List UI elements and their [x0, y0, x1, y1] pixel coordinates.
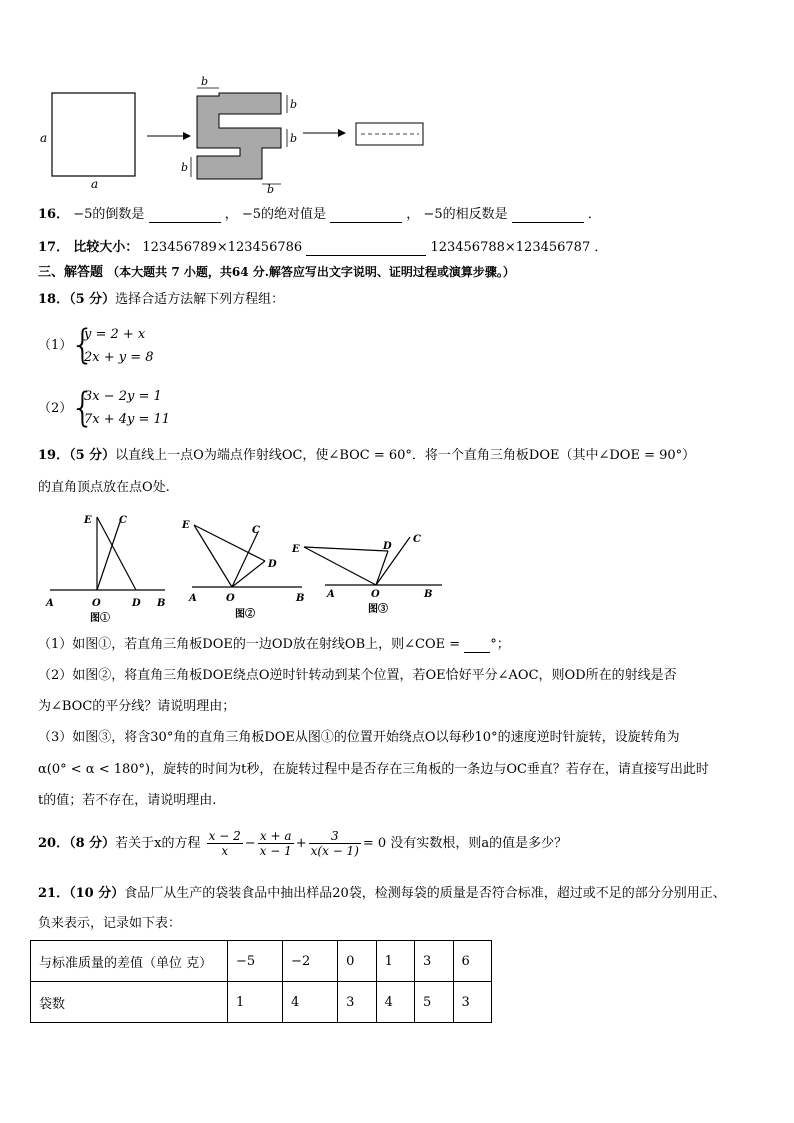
fig2-OC — [232, 532, 258, 587]
q17-end: ． — [594, 240, 608, 255]
q17-number: 17． — [38, 240, 70, 255]
table-cell: 1 — [376, 941, 414, 982]
table-row — [31, 982, 492, 1023]
q17-lhs: 123456789×123456786 — [142, 240, 303, 255]
q19-sub2-line1: （2）如图②，将直角三角板DOE绕点O逆时针转动到某个位置，若OE恰好平分∠AOC，则OD所在的射线是否 — [38, 668, 677, 683]
q20-fraction-3 — [309, 829, 361, 858]
q18-score: （5 分） — [69, 292, 116, 307]
square — [52, 93, 135, 176]
q20-f1-den: x — [221, 844, 229, 858]
strip-label-2: b — [290, 98, 298, 111]
q17-prefix: 比较大小： — [73, 240, 139, 255]
table-cell: 3 — [453, 982, 492, 1023]
q19-sub1-end: °； — [490, 637, 510, 652]
q20-text2: 没有实数根，则a的值是多少？ — [390, 836, 568, 851]
q16-number: 16． — [38, 207, 70, 222]
question-19-line1 — [38, 448, 695, 464]
square-side-label: a — [40, 131, 48, 145]
fig3-OE — [304, 547, 376, 585]
q19-number: 19． — [38, 448, 70, 463]
fig1-caption: 图① — [90, 613, 110, 624]
section-3-desc: （本大题共 7 小题，共64 分.解答应写出文字说明、证明过程或演算步骤。） — [107, 265, 515, 279]
q16-part3: −5的绝对值是 — [241, 207, 327, 222]
fig3-ED — [304, 547, 388, 551]
table-row2-header: 袋数 — [31, 982, 228, 1023]
fig2-label-C: C — [252, 525, 260, 536]
q20-f2-den: x − 1 — [259, 844, 292, 858]
question-20 — [38, 826, 567, 862]
fig3-label-O: O — [371, 589, 380, 600]
q20-eq0: = 0 — [362, 836, 387, 851]
figure-3 — [291, 534, 442, 615]
fig2-label-B: B — [296, 593, 305, 604]
q20-f1-num: x − 2 — [208, 829, 241, 843]
section-3-heading — [38, 264, 515, 281]
q18-sub2-eq1: 3x − 2y = 1 — [84, 389, 162, 404]
q18-sub2-brace: { — [70, 385, 96, 431]
q16-part5: −5的相反数是 — [423, 207, 508, 222]
arrow-2-head — [338, 129, 346, 137]
q19-sub3-line2: α(0° < α < 180°)，旋转的时间为t秒，在旋转过程中是否存在三角板的一条边与OC垂直？若存在，请直接写出此时 — [38, 762, 709, 777]
fig2-label-A: A — [189, 593, 197, 604]
q21-score: （10 分） — [69, 886, 125, 901]
top-figure — [35, 76, 435, 194]
q19-sub1-text: （1）如图①，若直角三角板DOE的一边OD放在射线OB上，则∠COE = — [38, 637, 461, 652]
q20-fraction-1 — [207, 829, 243, 858]
q20-number: 20． — [38, 836, 70, 851]
q17-blank[interactable] — [306, 241, 426, 256]
q20-f3-num: 3 — [309, 829, 361, 844]
q18-sub1-label: （1） — [38, 338, 73, 353]
q19-line1: 以直线上一点O为端点作射线OC，使∠BOC = 60°．将一个直角三角板DOE（其中∠DOE = 90°） — [115, 448, 696, 463]
table-cell: 5 — [415, 982, 453, 1023]
q19-score: （5 分） — [69, 448, 116, 463]
fig1-label-O: O — [92, 598, 101, 609]
q19-sub2-line2: 为∠BOC的平分线？请说明理由； — [38, 699, 236, 714]
strip-label-3: b — [290, 132, 298, 145]
q18-sub1-eq2: 2x + y = 8 — [84, 350, 154, 365]
table-row — [31, 941, 492, 982]
table-cell: 6 — [453, 941, 492, 982]
fig3-label-B: B — [424, 589, 433, 600]
fig2-label-E: E — [182, 520, 190, 531]
q18-sub1-brace: { — [70, 322, 96, 368]
q19-sub1 — [38, 637, 510, 653]
fig3-label-C: C — [413, 534, 421, 545]
table-cell: −2 — [283, 941, 338, 982]
fig1-ED — [97, 517, 136, 590]
s-shape — [197, 93, 281, 179]
fig2-label-D: D — [268, 559, 277, 570]
fig3-OD — [376, 551, 388, 585]
q19-sub3-line1: （3）如图③，将含30°角的直角三角板DOE从图①的位置开始绕点O以每秒10°的速度逆时针旋转，设旋转角为 — [38, 730, 680, 745]
q20-fraction-2 — [258, 829, 294, 858]
fig3-label-D: D — [383, 541, 392, 552]
q19-sub1-blank[interactable] — [464, 638, 490, 653]
q19-figures — [40, 505, 460, 625]
question-16 — [38, 207, 601, 223]
fig1-label-E: E — [84, 515, 92, 526]
q21-table — [30, 940, 492, 1023]
fig3-OC — [376, 537, 410, 585]
fig1-label-C: C — [119, 515, 127, 526]
q16-blank-3[interactable] — [512, 208, 584, 223]
table-cell: 0 — [338, 941, 376, 982]
fig3-label-E: E — [292, 544, 300, 555]
strip-label-4: b — [181, 161, 189, 174]
q16-part4: ， — [406, 207, 420, 222]
table-cell: −5 — [228, 941, 283, 982]
question-18 — [38, 292, 284, 308]
q18-sub2-eq2: 7x + 4y = 11 — [84, 412, 171, 427]
q20-f2-num: x + a — [258, 829, 294, 844]
q21-number: 21． — [38, 886, 70, 901]
arrow-1-head — [183, 132, 191, 140]
strip-label-1: b — [201, 76, 209, 88]
q18-number: 18． — [38, 292, 70, 307]
fig1-OC — [97, 522, 120, 590]
q20-f3-den: x(x − 1) — [310, 844, 359, 858]
fig2-OD — [232, 561, 265, 587]
fig1-label-D: D — [132, 598, 141, 609]
q16-part1: −5的倒数是 — [73, 207, 145, 222]
q20-text1: 若关于x的方程 — [115, 836, 201, 851]
fig1-label-B: B — [157, 598, 166, 609]
fig1-label-A: A — [46, 598, 54, 609]
table-cell: 3 — [338, 982, 376, 1023]
figure-1 — [45, 515, 165, 624]
q21-line1: 食品厂从生产的袋装食品中抽出样品20袋，检测每袋的质量是否符合标准，超过或不足的部分分别用正、 — [124, 886, 726, 901]
q16-blank-1[interactable] — [149, 208, 221, 223]
fig3-caption: 图③ — [368, 604, 388, 615]
q16-part2: ， — [224, 207, 238, 222]
figure-2 — [181, 520, 304, 620]
q18-sub2-label: （2） — [38, 401, 73, 416]
question-21-line2: 负来表示，记录如下表： — [38, 916, 182, 931]
fig2-caption: 图② — [235, 609, 255, 620]
section-3-title: 三、解答题 — [38, 265, 104, 280]
q16-blank-2[interactable] — [330, 208, 402, 223]
table-cell: 1 — [228, 982, 283, 1023]
q20-score: （8 分） — [69, 836, 116, 851]
q16-part6: ． — [587, 207, 601, 222]
q20-plus: + — [295, 836, 307, 851]
q17-rhs: 123456788×123456787 — [430, 240, 591, 255]
question-19-line2: 的直角顶点放在点O处. — [38, 480, 170, 495]
q20-minus: − — [244, 836, 256, 851]
q18-text: 选择合适方法解下列方程组： — [115, 292, 285, 307]
square-bottom-label: a — [91, 177, 99, 191]
q19-sub3-line3: t的值；若不存在，请说明理由. — [38, 793, 217, 808]
q18-sub1-eq1: y = 2 + x — [84, 327, 146, 342]
table-cell: 4 — [283, 982, 338, 1023]
question-21-line1 — [38, 886, 726, 902]
question-17 — [38, 240, 607, 256]
table-row1-header: 与标准质量的差值（单位 克） — [31, 941, 228, 982]
fig3-label-A: A — [327, 589, 335, 600]
table-cell: 3 — [415, 941, 453, 982]
strip-label-5: b — [267, 183, 275, 194]
table-cell: 4 — [376, 982, 414, 1023]
fig2-label-O: O — [226, 593, 235, 604]
